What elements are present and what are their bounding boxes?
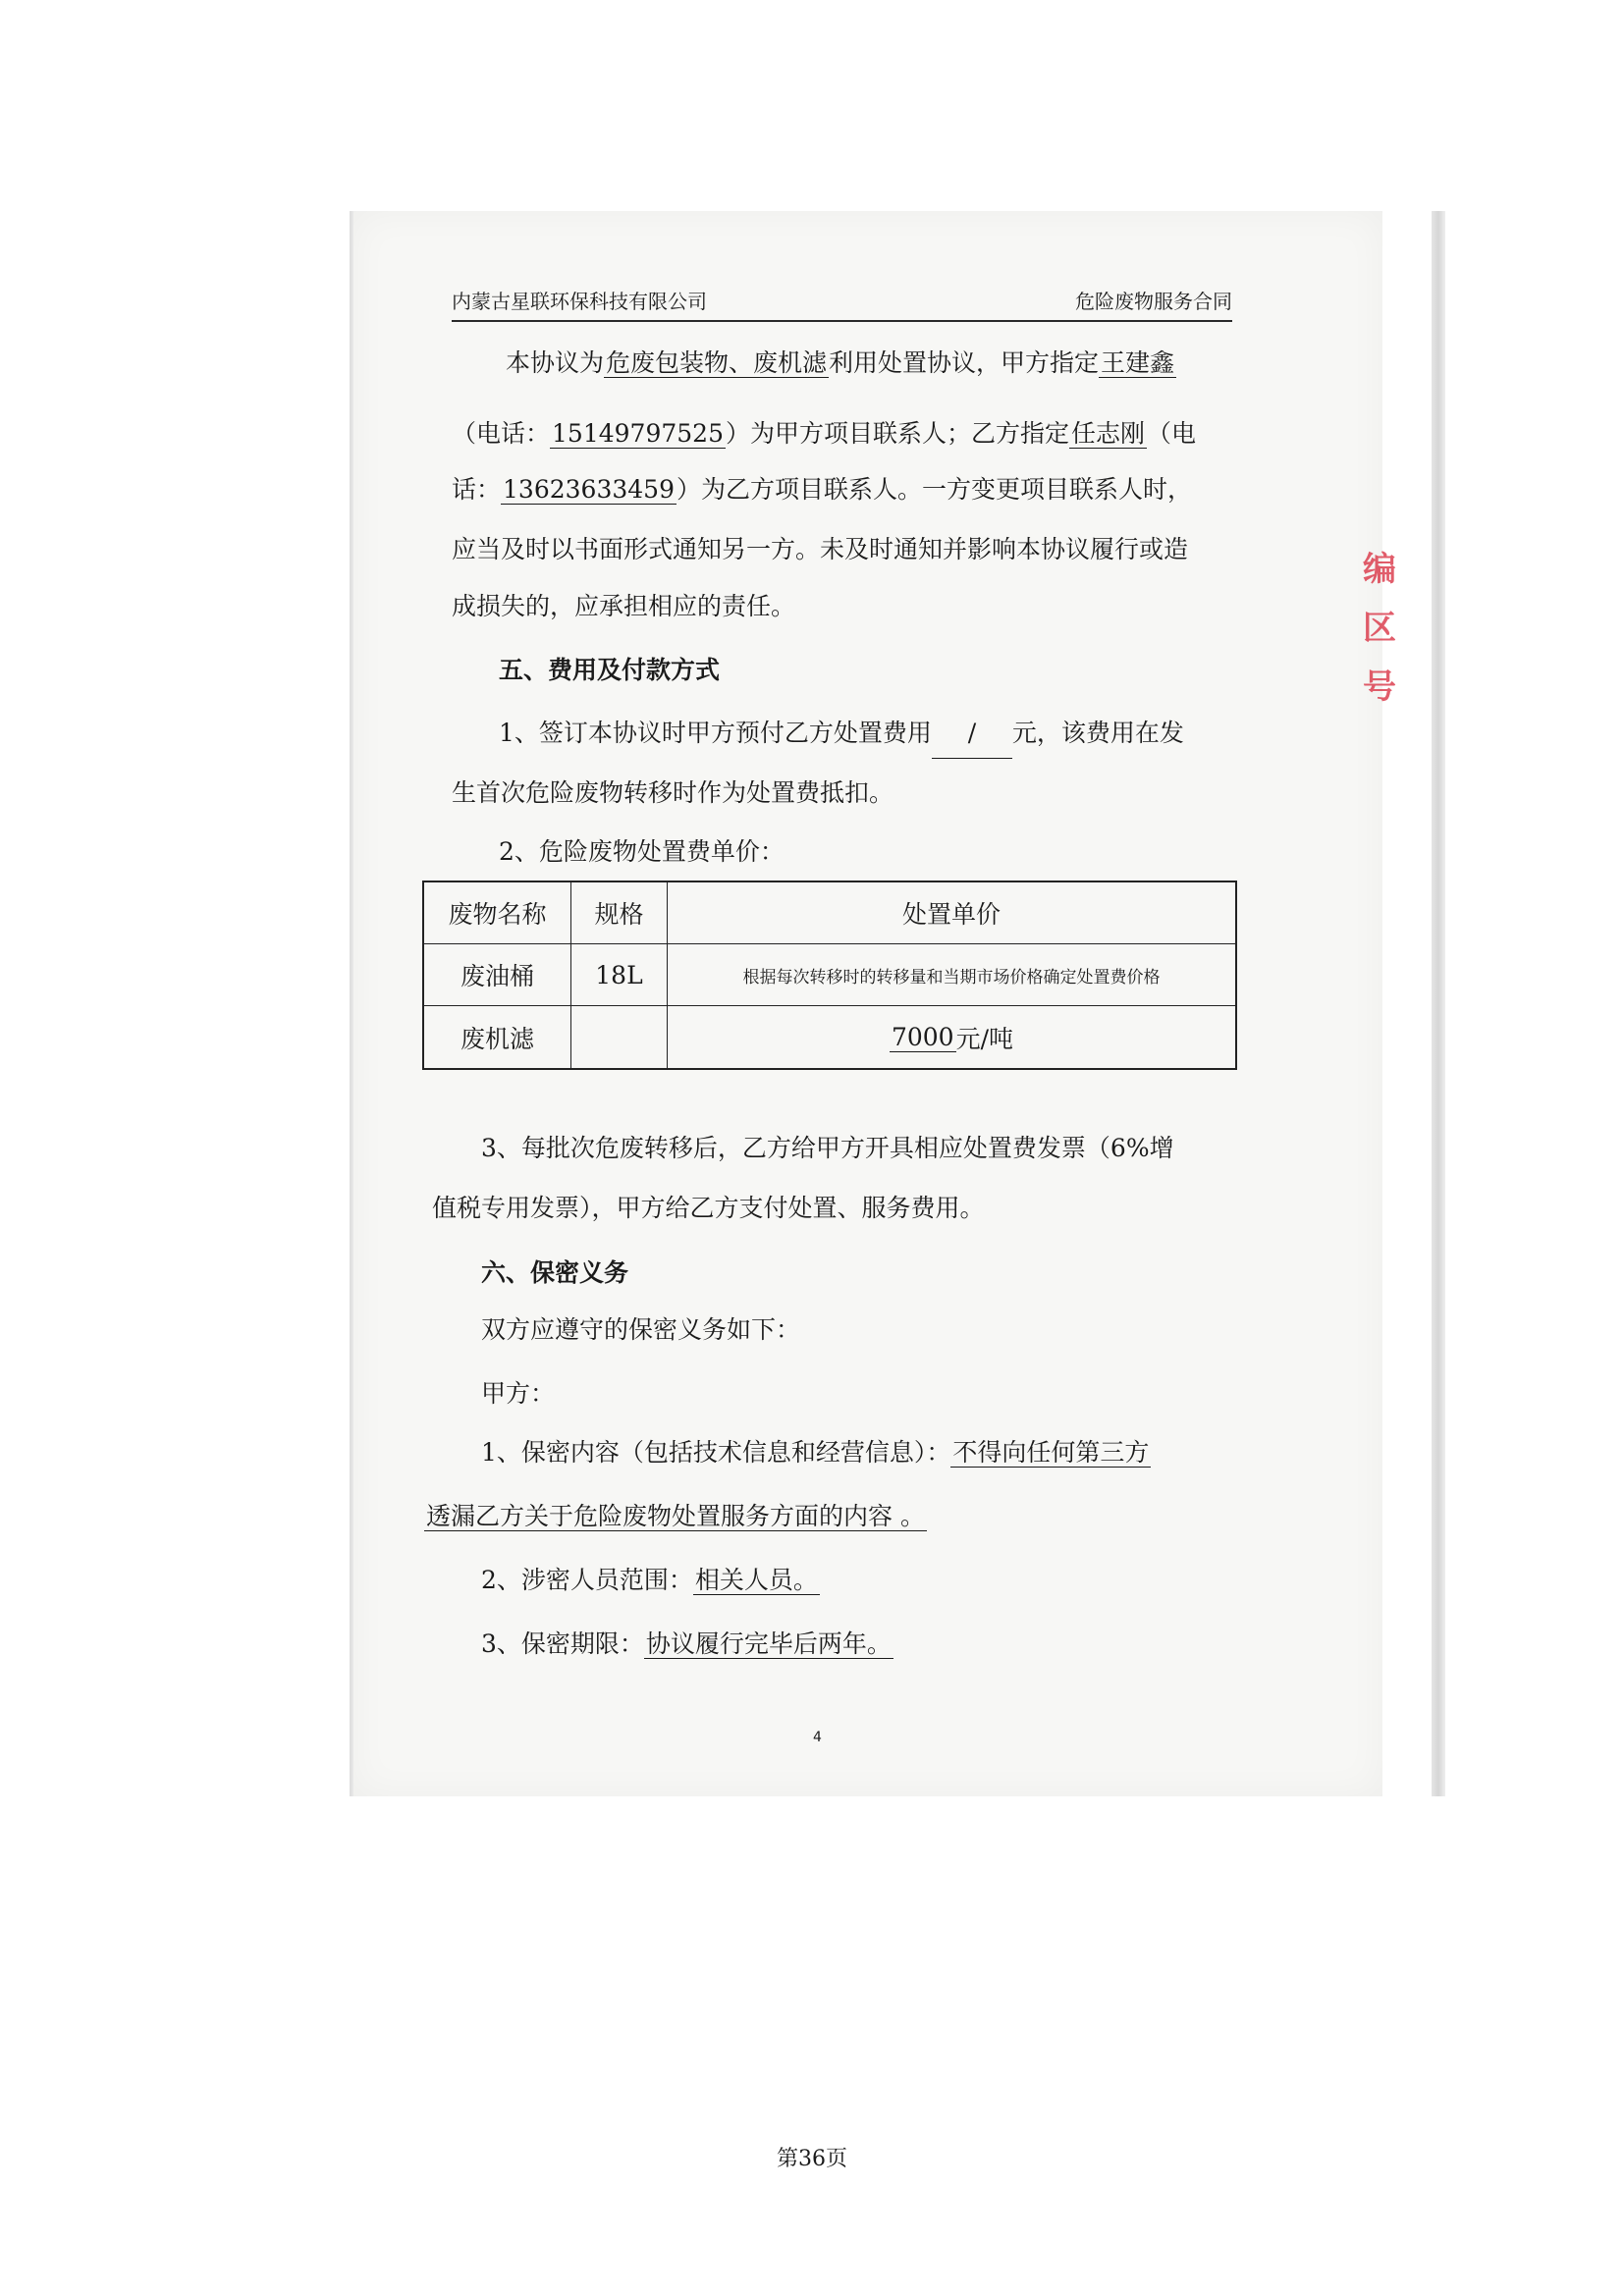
- personnel-scope: 相关人员。: [694, 1566, 818, 1594]
- section-6-item-2: 2、涉密人员范围：相关人员。: [481, 1566, 818, 1594]
- party-a-phone: 15149797525: [552, 419, 724, 448]
- unit-price-cell: 根据每次转移时的转移量和当期市场价格确定处置费价格: [742, 967, 1161, 988]
- scan-page-number: 4: [813, 1730, 822, 1745]
- contact-line-5: 成损失的，应承担相应的责任。: [452, 592, 796, 620]
- filter-price-value: 7000: [891, 1022, 954, 1051]
- section-5-item-2: 2、危险废物处置费单价：: [499, 837, 785, 866]
- filter-price-unit: 元/吨: [955, 1024, 1014, 1053]
- spec-cell: 18L: [571, 944, 668, 1005]
- contact-line-2: （电话：15149797525）为甲方项目联系人；乙方指定任志刚（电: [452, 419, 1197, 448]
- section-5-heading: 五、费用及付款方式: [499, 656, 721, 684]
- section-5-item-3-cont: 值税专用发票），甲方给乙方支付处置、服务费用。: [432, 1194, 985, 1222]
- contact-line-4: 应当及时以书面形式通知另一方。未及时通知并影响本协议履行或造: [452, 535, 1189, 563]
- party-a-contact: 王建鑫: [1101, 348, 1175, 377]
- section-5-item-1-cont: 生首次危险废物转移时作为处置费抵扣。: [452, 778, 894, 807]
- section-6-party-a: 甲方：: [481, 1379, 556, 1408]
- party-b-phone: 13623633459: [503, 475, 675, 504]
- header-spec: 规格: [571, 882, 668, 943]
- prepay-amount: /: [932, 709, 1012, 759]
- contact-line-1: 本协议为危废包装物、废机滤利用处置协议，甲方指定王建鑫: [506, 348, 1175, 377]
- section-5-item-1: 1、签订本协议时甲方预付乙方处置费用 / 元，该费用在发: [499, 709, 1184, 759]
- confidential-content-2: 透漏乙方关于危险废物处置服务方面的内容 。: [426, 1502, 925, 1530]
- document-header: [452, 281, 1232, 322]
- waste-name-cell: 废油桶: [424, 944, 571, 1005]
- header-unit-price: 处置单价: [901, 900, 1001, 929]
- company-name: 内蒙古星联环保科技有限公司: [452, 290, 707, 313]
- waste-name-cell: 废机滤: [424, 1006, 571, 1068]
- unit-price-cell: [668, 1006, 1235, 1068]
- section-6-intro: 双方应遵守的保密义务如下：: [481, 1315, 801, 1344]
- table-header-row: [424, 882, 1235, 944]
- section-6-item-3: 3、保密期限：协议履行完毕后两年。: [481, 1629, 892, 1658]
- page-footer: 第36页: [777, 2147, 847, 2171]
- header-waste-name: 废物名称: [424, 882, 571, 943]
- spec-cell: [571, 1006, 668, 1068]
- section-6-item-1-cont: [424, 1492, 927, 1541]
- confidential-period: 协议履行完毕后两年。: [645, 1629, 892, 1658]
- section-6-heading: 六、保密义务: [481, 1258, 629, 1287]
- contract-title: 危险废物服务合同: [1075, 290, 1232, 313]
- table-row: [424, 1006, 1235, 1068]
- contact-line-3: 话：13623633459）为乙方项目联系人。一方变更项目联系人时，: [452, 475, 1192, 504]
- section-6-item-1: 1、保密内容（包括技术信息和经营信息）：不得向任何第三方: [481, 1438, 1150, 1467]
- agreement-type: 危废包装物、废机滤: [606, 348, 828, 377]
- fee-table: [422, 881, 1237, 1070]
- scan-right-edge: [1432, 211, 1445, 1796]
- red-stamp-fragment: 编 区 号: [1363, 550, 1396, 707]
- table-row: [424, 944, 1235, 1006]
- section-5-item-3: 3、每批次危废转移后，乙方给甲方开具相应处置费发票（6%增: [481, 1134, 1174, 1162]
- confidential-content-1: 不得向任何第三方: [952, 1438, 1150, 1467]
- party-b-contact: 任志刚: [1071, 419, 1146, 448]
